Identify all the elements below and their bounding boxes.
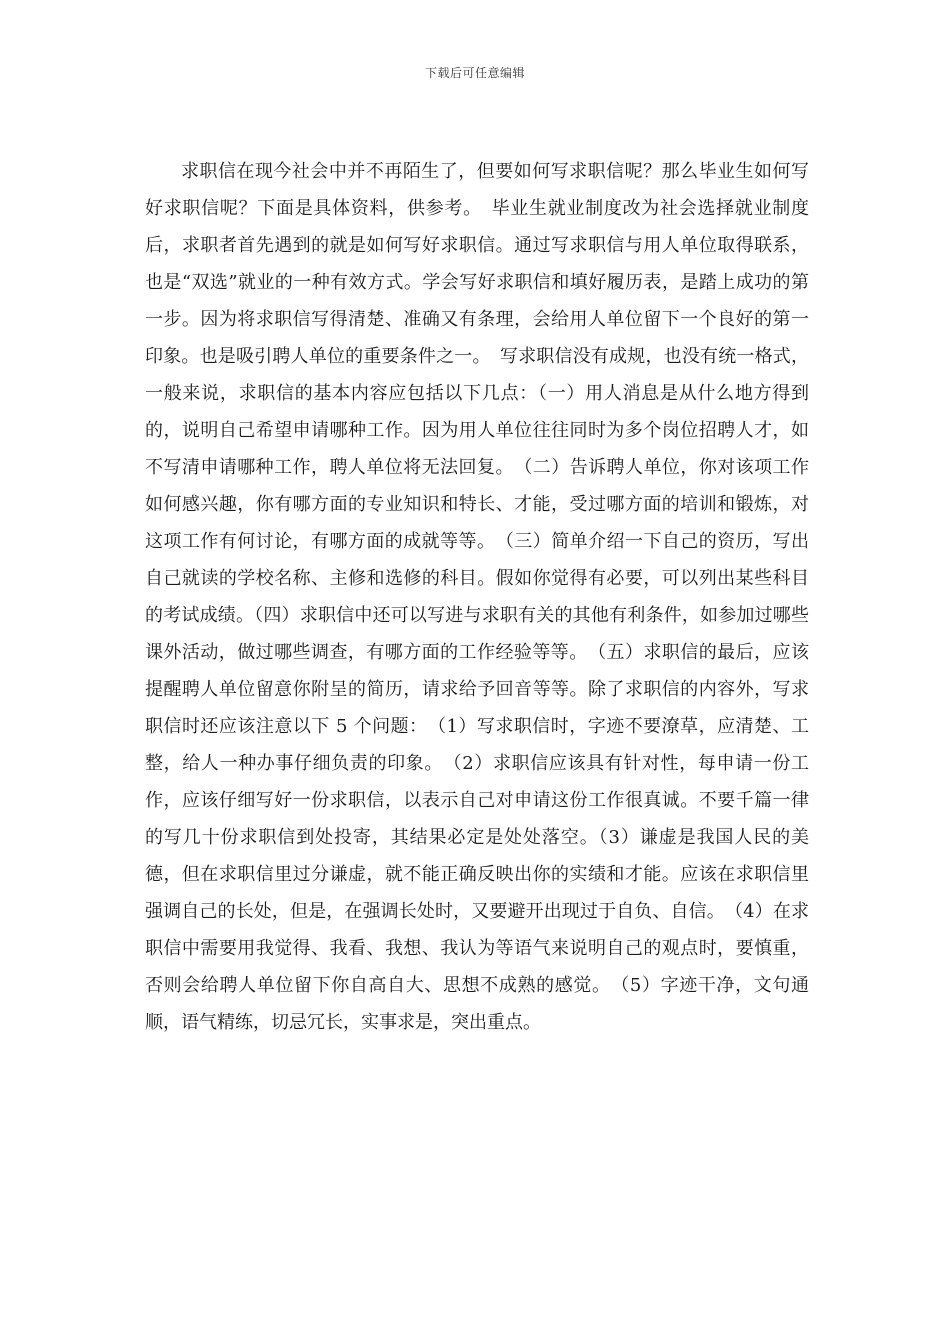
page-header: 下载后可任意编辑: [424, 66, 525, 80]
document-body: 求职信在现今社会中并不再陌生了，但要如何写求职信呢？那么毕业生如何写好求职信呢？下面是具体资料，供参考。 毕业生就业制度改为社会选择就业制度后，求职者首先遇到的就是如何写好求职信。通过写求职信与用人单位取得联系，也是“双选”就业的一种有效方式。学会写好求职信和填好履历表，是踏上成功的第一步。因为将求职信写得清楚、准确又有条理，会给用人单位留下一个良好的第一印象。也是吸引聘人单位的重要条件之一。 写求职信没有成规，也没有统一格式，一般来说，求职信的基本内容应包括以下几点：（一）用人消息是从什么地方得到的，说明自己希望申请哪种工作。因为用人单位往往同时为多个岗位招聘人才，如不写清申请哪种工作，聘人单位将无法回复。 （二）告诉聘人单位，你对该项工作如何感兴趣，你有哪方面的专业知识和特长、才能，受过哪方面的培训和锻炼，对这项工作有何讨论，有哪方面的成就等等。 （三）简单介绍一下自己的资历，写出自己就读的学校名称、主修和选修的科目。假如你觉得有必要，可以列出某些科目的考试成绩。（四）求职信中还可以写进与求职有关的其他有利条件，如参加过哪些课外活动，做过哪些调查，有哪方面的工作经验等等。 （五）求职信的最后，应该提醒聘人单位留意你附呈的简历，请求给予回音等等。除了求职信的内容外，写求职信时还应该注意以下 5 个问题： （1）写求职信时，字迹不要潦草，应清楚、工整，给人一种办事仔细负责的印象。 （2）求职信应该具有针对性，每申请一份工作，应该仔细写好一份求职信，以表示自己对申请这份工作很真诚。不要千篇一律的写几十份求职信到处投寄，其结果必定是处处落空。（3）谦虚是我国人民的美德，但在求职信里过分谦虚，就不能正确反映出你的实绩和才能。应该在求职信里强调自己的长处，但是，在强调长处时，又要避开出现过于自负、自信。 （4）在求职信中需要用我觉得、我看、我想、我认为等语气来说明自己的观点时，要慎重，否则会给聘人单位留下你自高自大、思想不成熟的感觉。 （5）字迹干净，文句通顺，语气精练，切忌冗长，实事求是，突出重点。: [145, 161, 809, 1033]
